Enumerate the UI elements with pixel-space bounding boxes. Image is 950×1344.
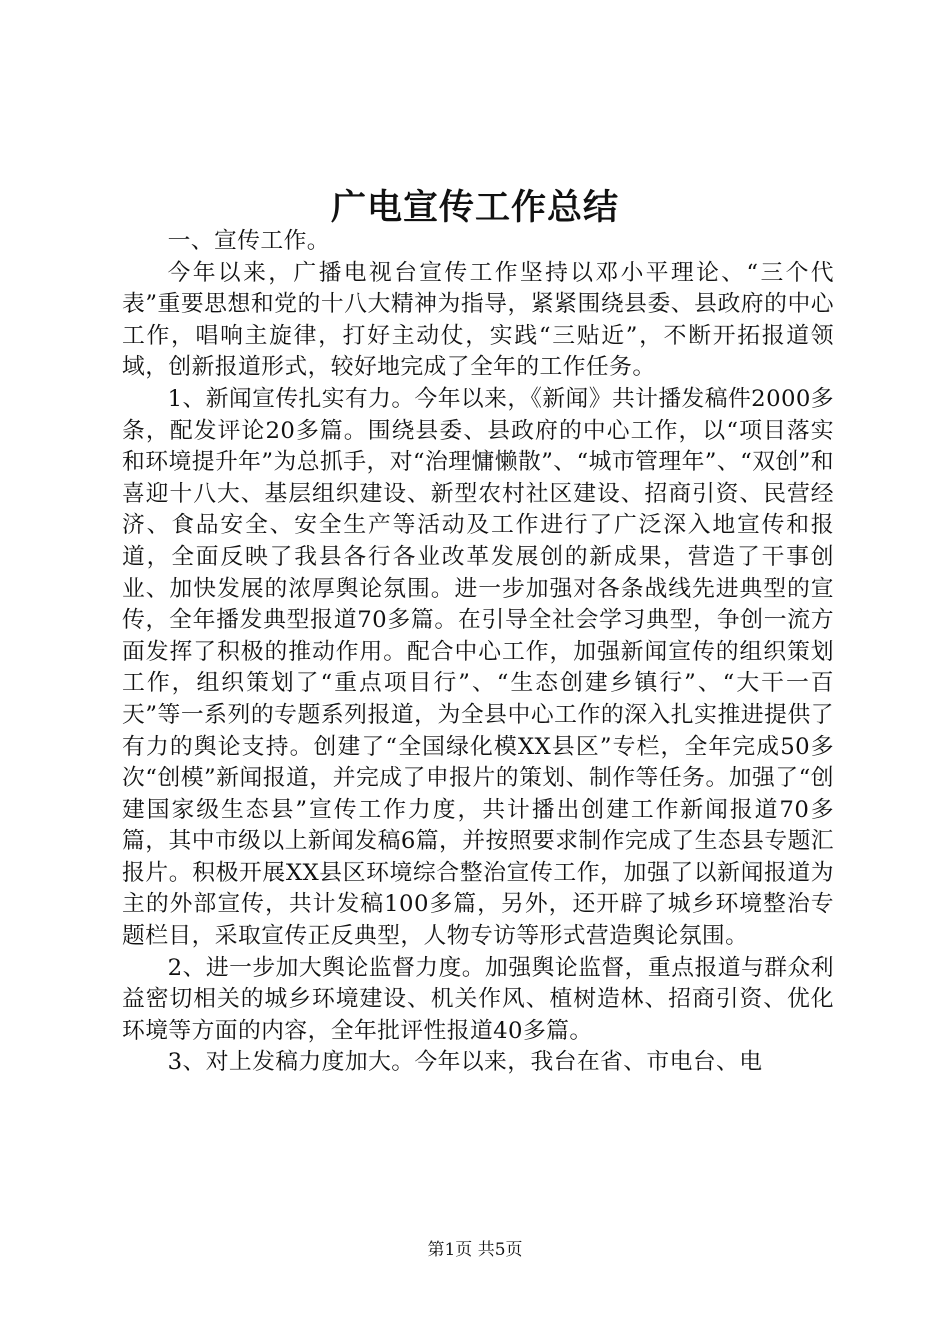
section-heading: 一、宣传工作。 <box>167 228 330 254</box>
paragraph-intro: 今年以来，广播电视台宣传工作坚持以邓小平理论、“三个代表”重要思想和党的十八大精神为指导，紧紧围绕县委、县政府的中心工作，唱响主旋律，打好主动仗，实践“三贴近”，不断开拓报道领域，创新报道形式，较好地完成了全年的工作任务。 <box>122 259 834 381</box>
paragraph-upper-submissions: 3、对上发稿力度加大。今年以来，我台在省、市电台、电 <box>167 1049 763 1076</box>
paragraph-news-propaganda: 1、新闻宣传扎实有力。今年以来，《新闻》共计播发稿件2000多条，配发评论20多篇。围绕县委、县政府的中心工作，以“项目落实和环境提升年”为总抓手，对“治理慵懒散”、“城市管理年”、“双创”和喜迎十八大、基层组织建设、新型农村社区建设、招商引资、民营经济、食品安全、安全生产等活动及工作进行了广泛深入地宣传和报道，全面反映了我县各行各业改革发展创的新成果，营造了干事创业、加快发展的浓厚舆论氛围。进一步加强对各条战线先进典型的宣传，全年播发典型报道70多篇。在引导全社会学习典型，争创一流方面发挥了积极的推动作用。配合中心工作，加强新闻宣传的组织策划工作，组织策划了“重点项目行”、“生态创建乡镇行”、“大干一百天”等一系列的专题系列报道，为全县中心工作的深入扎实推进提供了有力的舆论支持。创建了“全国绿化模XX县区”专栏，全年完成50多次“创模”新闻报道，并完成了申报片的策划、制作等任务。加强了“创建国家级生态县”宣传工作力度，共计播出创建工作新闻报道70多篇，其中市级以上新闻发稿6篇，并按照要求制作完成了生态县专题汇报片。积极开展XX县区环境综合整治宣传工作，加强了以新闻报道为主的外部宣传，共计发稿100多篇，另外，还开辟了城乡环境整治专题栏目，采取宣传正反典型，人物专访等形式营造舆论氛围。 <box>122 385 834 950</box>
page-number-footer: 第1页 共5页 <box>427 1240 523 1260</box>
document-title: 广电宣传工作总结 <box>330 187 619 228</box>
document-body <box>122 226 834 1079</box>
paragraph-public-supervision: 2、进一步加大舆论监督力度。加强舆论监督，重点报道与群众利益密切相关的城乡环境建设、机关作风、植树造林、招商引资、优化环境等方面的内容，全年批评性报道40多篇。 <box>122 954 834 1044</box>
